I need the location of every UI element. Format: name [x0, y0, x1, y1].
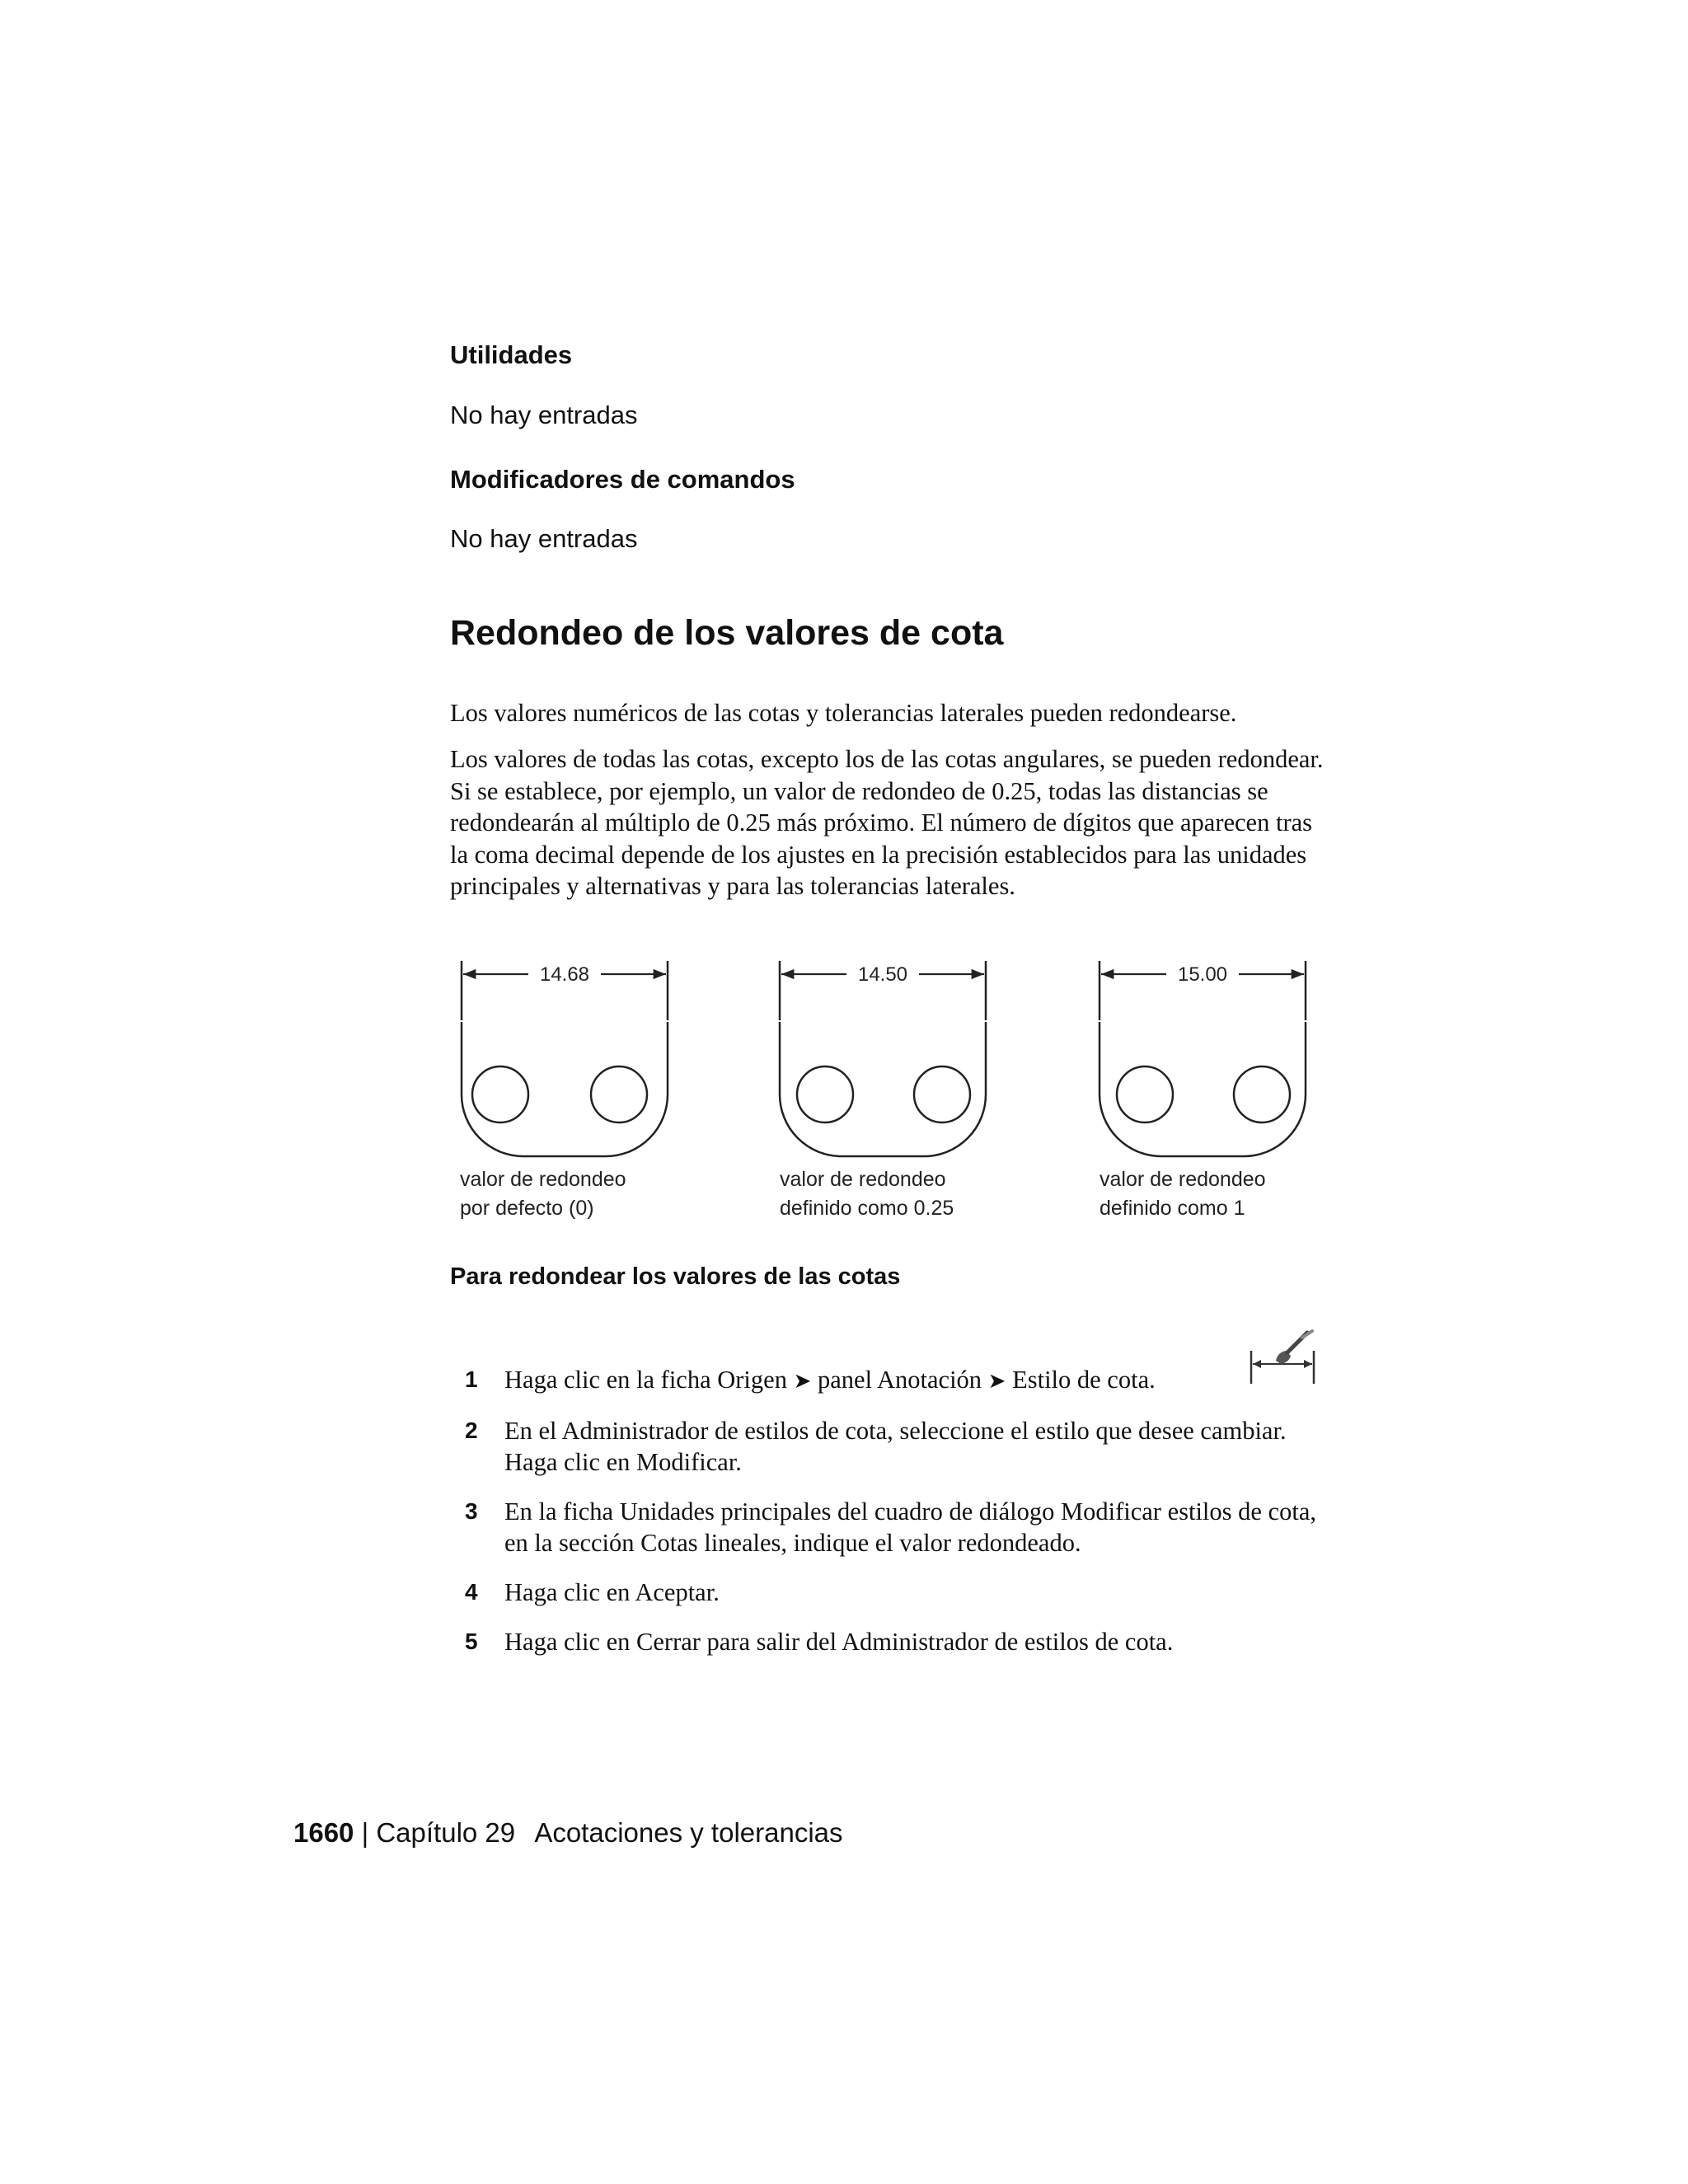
figure-caption-3: valor de redondeo definido como 1 [1100, 1168, 1266, 1220]
modificadores-heading: Modificadores de comandos [450, 465, 795, 494]
arrow-right-icon: ➤ [793, 1369, 812, 1394]
dimension-text-2: 14.50 [857, 963, 908, 986]
step-text: En el Administrador de estilos de cota, seleccione el estilo que desee cambiar. Haga clic en Modificar. [504, 1417, 1287, 1476]
rounding-diagram [450, 954, 1324, 1169]
dimension-text-1: 14.68 [539, 963, 590, 986]
figure-caption-2: valor de redondeo definido como 0.25 [780, 1168, 954, 1220]
step-text: Haga clic en la ficha Origen ➤ panel Anotación ➤ Estilo de cota. [504, 1366, 1156, 1394]
step-2 [450, 1415, 1324, 1478]
page-number: 1660 [293, 1817, 354, 1848]
dimension-style-icon [1245, 1329, 1319, 1387]
modificadores-text: No hay entradas [450, 524, 638, 553]
step-number: 2 [465, 1418, 478, 1443]
chapter-title: Acotaciones y tolerancias [534, 1817, 843, 1848]
step-number: 4 [465, 1579, 478, 1605]
step-number: 5 [465, 1629, 478, 1654]
utilidades-text: No hay entradas [450, 401, 638, 429]
step-5 [450, 1626, 1324, 1657]
step-text: En la ficha Unidades principales del cuadro de diálogo Modificar estilos de cota, en la sección Cotas lineales, indique el valor redondeado. [504, 1497, 1316, 1557]
figure-caption-1: valor de redondeo por defecto (0) [460, 1168, 626, 1220]
rounding-figure [450, 954, 1324, 1235]
procedure-heading: Para redondear los valores de las cotas [450, 1263, 901, 1290]
section-title: Redondeo de los valores de cota [450, 613, 1004, 653]
dimension-text-3: 15.00 [1177, 963, 1228, 986]
step-number: 3 [465, 1498, 478, 1524]
plate-3 [1100, 961, 1306, 1156]
plate-2 [780, 961, 986, 1156]
body-paragraph: Los valores de todas las cotas, excepto los de las cotas angulares, se pueden redondear. Si se establece, por ejemplo, un valor de redondeo de 0.25, todas las distancias se redondearán al múltiplo de 0.25 más próximo. El número de dígitos que aparecen tras la coma decimal depende de los ajustes en la precisión establecidos para las unidades principales y alternativas y para las tolerancias laterales. [450, 745, 1324, 900]
chapter-number: Capítulo 29 [376, 1817, 516, 1848]
footer-separator: | [361, 1817, 369, 1848]
utilidades-heading: Utilidades [450, 340, 573, 369]
step-text: Haga clic en Cerrar para salir del Administrador de estilos de cota. [504, 1628, 1174, 1656]
step-1 [450, 1364, 1324, 1397]
step-4 [450, 1577, 1324, 1608]
plate-1 [462, 961, 668, 1156]
procedure-steps [450, 1364, 1324, 1675]
step-text: Haga clic en Aceptar. [504, 1578, 720, 1606]
step-3 [450, 1496, 1324, 1558]
intro-paragraph: Los valores numéricos de las cotas y tolerancias laterales pueden redondearse. [450, 699, 1237, 727]
arrow-right-icon: ➤ [987, 1369, 1006, 1394]
page-footer [293, 1817, 843, 1849]
step-number: 1 [465, 1366, 478, 1392]
